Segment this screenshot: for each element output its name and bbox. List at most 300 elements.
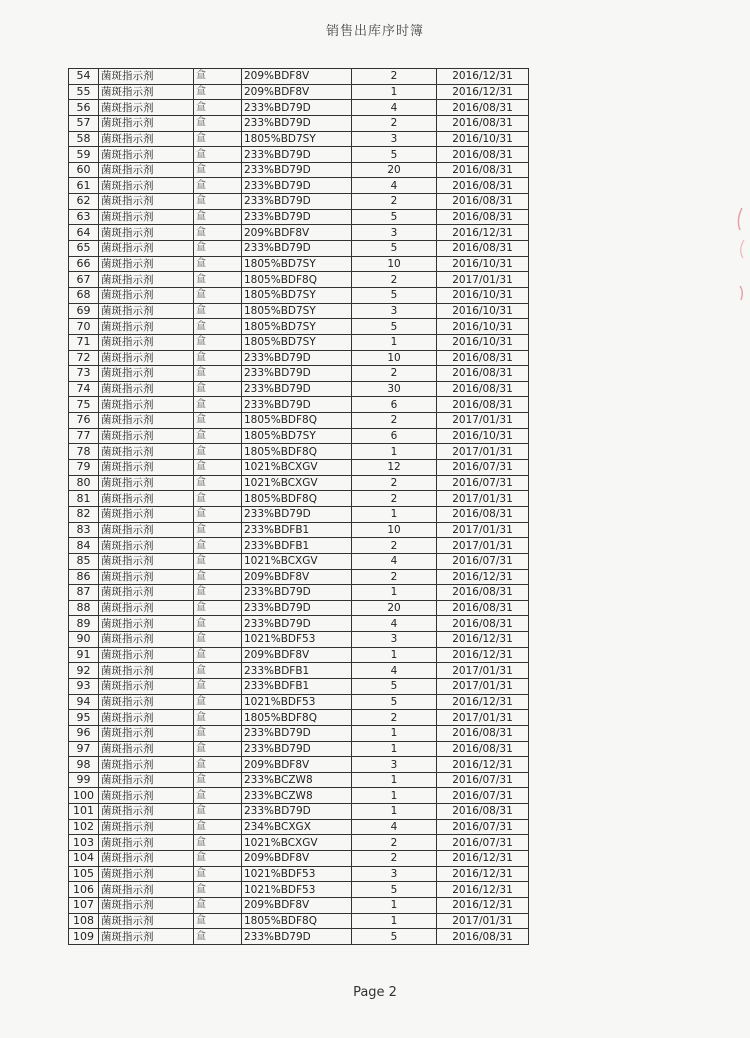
product-name-cell: 菌斑指示剂 bbox=[99, 366, 194, 382]
quantity-cell: 3 bbox=[352, 303, 437, 319]
expiry-date-cell: 2016/12/31 bbox=[437, 569, 529, 585]
product-name-cell: 菌斑指示剂 bbox=[99, 460, 194, 476]
row-number-cell: 68 bbox=[69, 287, 99, 303]
row-number-cell: 103 bbox=[69, 835, 99, 851]
batch-number-cell: 1805%BD7SY bbox=[242, 287, 352, 303]
table-row bbox=[69, 725, 529, 741]
quantity-cell: 3 bbox=[352, 131, 437, 147]
unit-cell: 盒 bbox=[194, 272, 242, 288]
product-name-cell: 菌斑指示剂 bbox=[99, 741, 194, 757]
batch-number-cell: 1805%BDF8Q bbox=[242, 272, 352, 288]
row-number-cell: 67 bbox=[69, 272, 99, 288]
product-name-cell: 菌斑指示剂 bbox=[99, 522, 194, 538]
product-name-cell: 菌斑指示剂 bbox=[99, 131, 194, 147]
quantity-cell: 3 bbox=[352, 866, 437, 882]
table-row bbox=[69, 585, 529, 601]
quantity-cell: 1 bbox=[352, 772, 437, 788]
expiry-date-cell: 2016/12/31 bbox=[437, 694, 529, 710]
product-name-cell: 菌斑指示剂 bbox=[99, 319, 194, 335]
table-row bbox=[69, 115, 529, 131]
expiry-date-cell: 2017/01/31 bbox=[437, 663, 529, 679]
expiry-date-cell: 2017/01/31 bbox=[437, 522, 529, 538]
unit-cell: 盒 bbox=[194, 256, 242, 272]
batch-number-cell: 1805%BDF8Q bbox=[242, 444, 352, 460]
product-name-cell: 菌斑指示剂 bbox=[99, 491, 194, 507]
unit-cell: 盒 bbox=[194, 725, 242, 741]
expiry-date-cell: 2016/08/31 bbox=[437, 804, 529, 820]
row-number-cell: 59 bbox=[69, 147, 99, 163]
row-number-cell: 57 bbox=[69, 115, 99, 131]
batch-number-cell: 233%BD79D bbox=[242, 162, 352, 178]
batch-number-cell: 233%BDFB1 bbox=[242, 663, 352, 679]
quantity-cell: 20 bbox=[352, 162, 437, 178]
batch-number-cell: 233%BD79D bbox=[242, 616, 352, 632]
product-name-cell: 菌斑指示剂 bbox=[99, 256, 194, 272]
unit-cell: 盒 bbox=[194, 506, 242, 522]
table-row bbox=[69, 804, 529, 820]
stamp-edge-mark bbox=[728, 200, 748, 310]
table-row bbox=[69, 256, 529, 272]
batch-number-cell: 209%BDF8V bbox=[242, 647, 352, 663]
unit-cell: 盒 bbox=[194, 772, 242, 788]
row-number-cell: 84 bbox=[69, 538, 99, 554]
expiry-date-cell: 2016/08/31 bbox=[437, 585, 529, 601]
batch-number-cell: 233%BD79D bbox=[242, 381, 352, 397]
expiry-date-cell: 2016/08/31 bbox=[437, 147, 529, 163]
quantity-cell: 1 bbox=[352, 334, 437, 350]
expiry-date-cell: 2016/10/31 bbox=[437, 428, 529, 444]
unit-cell: 盒 bbox=[194, 819, 242, 835]
quantity-cell: 4 bbox=[352, 616, 437, 632]
unit-cell: 盒 bbox=[194, 209, 242, 225]
unit-cell: 盒 bbox=[194, 115, 242, 131]
batch-number-cell: 1805%BDF8Q bbox=[242, 710, 352, 726]
unit-cell: 盒 bbox=[194, 929, 242, 945]
batch-number-cell: 1805%BD7SY bbox=[242, 256, 352, 272]
product-name-cell: 菌斑指示剂 bbox=[99, 663, 194, 679]
table-row bbox=[69, 694, 529, 710]
expiry-date-cell: 2016/08/31 bbox=[437, 350, 529, 366]
quantity-cell: 2 bbox=[352, 710, 437, 726]
expiry-date-cell: 2016/07/31 bbox=[437, 819, 529, 835]
unit-cell: 盒 bbox=[194, 194, 242, 210]
quantity-cell: 2 bbox=[352, 272, 437, 288]
product-name-cell: 菌斑指示剂 bbox=[99, 84, 194, 100]
row-number-cell: 80 bbox=[69, 475, 99, 491]
expiry-date-cell: 2016/12/31 bbox=[437, 84, 529, 100]
expiry-date-cell: 2016/12/31 bbox=[437, 225, 529, 241]
product-name-cell: 菌斑指示剂 bbox=[99, 757, 194, 773]
quantity-cell: 5 bbox=[352, 241, 437, 257]
quantity-cell: 2 bbox=[352, 413, 437, 429]
quantity-cell: 10 bbox=[352, 522, 437, 538]
row-number-cell: 69 bbox=[69, 303, 99, 319]
quantity-cell: 4 bbox=[352, 819, 437, 835]
row-number-cell: 102 bbox=[69, 819, 99, 835]
sales-outbound-table bbox=[68, 68, 529, 945]
row-number-cell: 54 bbox=[69, 69, 99, 85]
product-name-cell: 菌斑指示剂 bbox=[99, 413, 194, 429]
unit-cell: 盒 bbox=[194, 350, 242, 366]
expiry-date-cell: 2016/07/31 bbox=[437, 460, 529, 476]
batch-number-cell: 233%BD79D bbox=[242, 178, 352, 194]
product-name-cell: 菌斑指示剂 bbox=[99, 710, 194, 726]
expiry-date-cell: 2016/08/31 bbox=[437, 397, 529, 413]
quantity-cell: 2 bbox=[352, 569, 437, 585]
product-name-cell: 菌斑指示剂 bbox=[99, 866, 194, 882]
batch-number-cell: 233%BDFB1 bbox=[242, 522, 352, 538]
expiry-date-cell: 2017/01/31 bbox=[437, 491, 529, 507]
batch-number-cell: 233%BD79D bbox=[242, 100, 352, 116]
quantity-cell: 5 bbox=[352, 929, 437, 945]
unit-cell: 盒 bbox=[194, 131, 242, 147]
table-row bbox=[69, 460, 529, 476]
batch-number-cell: 1021%BCXGV bbox=[242, 460, 352, 476]
batch-number-cell: 209%BDF8V bbox=[242, 69, 352, 85]
quantity-cell: 6 bbox=[352, 428, 437, 444]
product-name-cell: 菌斑指示剂 bbox=[99, 569, 194, 585]
row-number-cell: 94 bbox=[69, 694, 99, 710]
unit-cell: 盒 bbox=[194, 647, 242, 663]
unit-cell: 盒 bbox=[194, 287, 242, 303]
quantity-cell: 1 bbox=[352, 725, 437, 741]
product-name-cell: 菌斑指示剂 bbox=[99, 600, 194, 616]
batch-number-cell: 1021%BDF53 bbox=[242, 882, 352, 898]
table-row bbox=[69, 397, 529, 413]
batch-number-cell: 233%BD79D bbox=[242, 209, 352, 225]
table-row bbox=[69, 819, 529, 835]
row-number-cell: 77 bbox=[69, 428, 99, 444]
unit-cell: 盒 bbox=[194, 225, 242, 241]
product-name-cell: 菌斑指示剂 bbox=[99, 506, 194, 522]
batch-number-cell: 233%BD79D bbox=[242, 115, 352, 131]
unit-cell: 盒 bbox=[194, 381, 242, 397]
row-number-cell: 64 bbox=[69, 225, 99, 241]
row-number-cell: 55 bbox=[69, 84, 99, 100]
expiry-date-cell: 2016/10/31 bbox=[437, 287, 529, 303]
unit-cell: 盒 bbox=[194, 757, 242, 773]
table-row bbox=[69, 272, 529, 288]
expiry-date-cell: 2016/12/31 bbox=[437, 851, 529, 867]
quantity-cell: 1 bbox=[352, 585, 437, 601]
table-row bbox=[69, 69, 529, 85]
product-name-cell: 菌斑指示剂 bbox=[99, 819, 194, 835]
table-row bbox=[69, 194, 529, 210]
row-number-cell: 78 bbox=[69, 444, 99, 460]
quantity-cell: 1 bbox=[352, 84, 437, 100]
batch-number-cell: 1805%BDF8Q bbox=[242, 913, 352, 929]
row-number-cell: 76 bbox=[69, 413, 99, 429]
row-number-cell: 92 bbox=[69, 663, 99, 679]
unit-cell: 盒 bbox=[194, 866, 242, 882]
table-row bbox=[69, 929, 529, 945]
row-number-cell: 96 bbox=[69, 725, 99, 741]
row-number-cell: 62 bbox=[69, 194, 99, 210]
unit-cell: 盒 bbox=[194, 100, 242, 116]
batch-number-cell: 1021%BDF53 bbox=[242, 866, 352, 882]
product-name-cell: 菌斑指示剂 bbox=[99, 69, 194, 85]
batch-number-cell: 233%BD79D bbox=[242, 585, 352, 601]
batch-number-cell: 234%BCXGX bbox=[242, 819, 352, 835]
product-name-cell: 菌斑指示剂 bbox=[99, 851, 194, 867]
expiry-date-cell: 2016/08/31 bbox=[437, 929, 529, 945]
batch-number-cell: 233%BD79D bbox=[242, 600, 352, 616]
table-row bbox=[69, 647, 529, 663]
table-row bbox=[69, 522, 529, 538]
expiry-date-cell: 2016/12/31 bbox=[437, 866, 529, 882]
row-number-cell: 74 bbox=[69, 381, 99, 397]
expiry-date-cell: 2016/12/31 bbox=[437, 882, 529, 898]
table-row bbox=[69, 162, 529, 178]
batch-number-cell: 233%BD79D bbox=[242, 506, 352, 522]
table-row bbox=[69, 241, 529, 257]
batch-number-cell: 1021%BCXGV bbox=[242, 553, 352, 569]
row-number-cell: 97 bbox=[69, 741, 99, 757]
product-name-cell: 菌斑指示剂 bbox=[99, 538, 194, 554]
table-row bbox=[69, 287, 529, 303]
table-row bbox=[69, 178, 529, 194]
product-name-cell: 菌斑指示剂 bbox=[99, 694, 194, 710]
quantity-cell: 30 bbox=[352, 381, 437, 397]
product-name-cell: 菌斑指示剂 bbox=[99, 882, 194, 898]
table-row bbox=[69, 882, 529, 898]
row-number-cell: 72 bbox=[69, 350, 99, 366]
expiry-date-cell: 2016/08/31 bbox=[437, 616, 529, 632]
table-row bbox=[69, 147, 529, 163]
table-row bbox=[69, 538, 529, 554]
row-number-cell: 100 bbox=[69, 788, 99, 804]
expiry-date-cell: 2016/12/31 bbox=[437, 897, 529, 913]
table-row bbox=[69, 100, 529, 116]
quantity-cell: 2 bbox=[352, 194, 437, 210]
row-number-cell: 73 bbox=[69, 366, 99, 382]
quantity-cell: 1 bbox=[352, 647, 437, 663]
unit-cell: 盒 bbox=[194, 413, 242, 429]
row-number-cell: 86 bbox=[69, 569, 99, 585]
expiry-date-cell: 2017/01/31 bbox=[437, 710, 529, 726]
table-row bbox=[69, 678, 529, 694]
quantity-cell: 2 bbox=[352, 475, 437, 491]
table-row bbox=[69, 866, 529, 882]
table-row bbox=[69, 366, 529, 382]
batch-number-cell: 1021%BCXGV bbox=[242, 475, 352, 491]
unit-cell: 盒 bbox=[194, 710, 242, 726]
table-row bbox=[69, 350, 529, 366]
expiry-date-cell: 2016/10/31 bbox=[437, 319, 529, 335]
batch-number-cell: 1805%BD7SY bbox=[242, 303, 352, 319]
quantity-cell: 1 bbox=[352, 506, 437, 522]
row-number-cell: 60 bbox=[69, 162, 99, 178]
table-row bbox=[69, 741, 529, 757]
product-name-cell: 菌斑指示剂 bbox=[99, 897, 194, 913]
table-row bbox=[69, 413, 529, 429]
quantity-cell: 5 bbox=[352, 147, 437, 163]
quantity-cell: 5 bbox=[352, 694, 437, 710]
batch-number-cell: 233%BCZW8 bbox=[242, 788, 352, 804]
table-row bbox=[69, 84, 529, 100]
unit-cell: 盒 bbox=[194, 913, 242, 929]
row-number-cell: 98 bbox=[69, 757, 99, 773]
batch-number-cell: 209%BDF8V bbox=[242, 897, 352, 913]
row-number-cell: 91 bbox=[69, 647, 99, 663]
table-row bbox=[69, 491, 529, 507]
quantity-cell: 1 bbox=[352, 741, 437, 757]
unit-cell: 盒 bbox=[194, 522, 242, 538]
table-row bbox=[69, 757, 529, 773]
product-name-cell: 菌斑指示剂 bbox=[99, 287, 194, 303]
quantity-cell: 12 bbox=[352, 460, 437, 476]
unit-cell: 盒 bbox=[194, 741, 242, 757]
unit-cell: 盒 bbox=[194, 538, 242, 554]
expiry-date-cell: 2016/08/31 bbox=[437, 178, 529, 194]
batch-number-cell: 209%BDF8V bbox=[242, 851, 352, 867]
quantity-cell: 3 bbox=[352, 632, 437, 648]
batch-number-cell: 233%BDFB1 bbox=[242, 538, 352, 554]
batch-number-cell: 1021%BCXGV bbox=[242, 835, 352, 851]
quantity-cell: 2 bbox=[352, 366, 437, 382]
unit-cell: 盒 bbox=[194, 460, 242, 476]
row-number-cell: 83 bbox=[69, 522, 99, 538]
quantity-cell: 4 bbox=[352, 178, 437, 194]
expiry-date-cell: 2016/07/31 bbox=[437, 553, 529, 569]
batch-number-cell: 233%BD79D bbox=[242, 366, 352, 382]
table-row bbox=[69, 772, 529, 788]
page-title: 销售出库序时簿 bbox=[325, 24, 424, 39]
quantity-cell: 1 bbox=[352, 788, 437, 804]
batch-number-cell: 1805%BD7SY bbox=[242, 334, 352, 350]
product-name-cell: 菌斑指示剂 bbox=[99, 428, 194, 444]
table-row bbox=[69, 710, 529, 726]
row-number-cell: 65 bbox=[69, 241, 99, 257]
unit-cell: 盒 bbox=[194, 694, 242, 710]
product-name-cell: 菌斑指示剂 bbox=[99, 272, 194, 288]
product-name-cell: 菌斑指示剂 bbox=[99, 616, 194, 632]
batch-number-cell: 233%BD79D bbox=[242, 350, 352, 366]
batch-number-cell: 1805%BDF8Q bbox=[242, 413, 352, 429]
row-number-cell: 75 bbox=[69, 397, 99, 413]
expiry-date-cell: 2016/08/31 bbox=[437, 600, 529, 616]
product-name-cell: 菌斑指示剂 bbox=[99, 162, 194, 178]
quantity-cell: 6 bbox=[352, 397, 437, 413]
expiry-date-cell: 2016/07/31 bbox=[437, 788, 529, 804]
batch-number-cell: 233%BD79D bbox=[242, 725, 352, 741]
product-name-cell: 菌斑指示剂 bbox=[99, 194, 194, 210]
expiry-date-cell: 2016/08/31 bbox=[437, 100, 529, 116]
unit-cell: 盒 bbox=[194, 491, 242, 507]
table-row bbox=[69, 835, 529, 851]
row-number-cell: 89 bbox=[69, 616, 99, 632]
quantity-cell: 2 bbox=[352, 491, 437, 507]
expiry-date-cell: 2016/10/31 bbox=[437, 303, 529, 319]
expiry-date-cell: 2016/08/31 bbox=[437, 209, 529, 225]
product-name-cell: 菌斑指示剂 bbox=[99, 632, 194, 648]
expiry-date-cell: 2017/01/31 bbox=[437, 538, 529, 554]
expiry-date-cell: 2016/08/31 bbox=[437, 194, 529, 210]
row-number-cell: 109 bbox=[69, 929, 99, 945]
row-number-cell: 90 bbox=[69, 632, 99, 648]
batch-number-cell: 233%BD79D bbox=[242, 804, 352, 820]
row-number-cell: 63 bbox=[69, 209, 99, 225]
product-name-cell: 菌斑指示剂 bbox=[99, 303, 194, 319]
quantity-cell: 5 bbox=[352, 319, 437, 335]
product-name-cell: 菌斑指示剂 bbox=[99, 772, 194, 788]
product-name-cell: 菌斑指示剂 bbox=[99, 553, 194, 569]
quantity-cell: 2 bbox=[352, 538, 437, 554]
quantity-cell: 10 bbox=[352, 256, 437, 272]
table-row bbox=[69, 303, 529, 319]
table-row bbox=[69, 663, 529, 679]
row-number-cell: 82 bbox=[69, 506, 99, 522]
row-number-cell: 99 bbox=[69, 772, 99, 788]
expiry-date-cell: 2016/07/31 bbox=[437, 835, 529, 851]
expiry-date-cell: 2016/12/31 bbox=[437, 647, 529, 663]
table-body bbox=[69, 69, 529, 945]
batch-number-cell: 233%BD79D bbox=[242, 241, 352, 257]
unit-cell: 盒 bbox=[194, 319, 242, 335]
quantity-cell: 1 bbox=[352, 897, 437, 913]
expiry-date-cell: 2017/01/31 bbox=[437, 444, 529, 460]
unit-cell: 盒 bbox=[194, 663, 242, 679]
product-name-cell: 菌斑指示剂 bbox=[99, 241, 194, 257]
table-row bbox=[69, 506, 529, 522]
table-row bbox=[69, 131, 529, 147]
row-number-cell: 66 bbox=[69, 256, 99, 272]
unit-cell: 盒 bbox=[194, 882, 242, 898]
batch-number-cell: 209%BDF8V bbox=[242, 84, 352, 100]
table-row bbox=[69, 225, 529, 241]
row-number-cell: 88 bbox=[69, 600, 99, 616]
row-number-cell: 105 bbox=[69, 866, 99, 882]
batch-number-cell: 1805%BDF8Q bbox=[242, 491, 352, 507]
unit-cell: 盒 bbox=[194, 585, 242, 601]
quantity-cell: 2 bbox=[352, 69, 437, 85]
row-number-cell: 107 bbox=[69, 897, 99, 913]
quantity-cell: 10 bbox=[352, 350, 437, 366]
batch-number-cell: 233%BD79D bbox=[242, 194, 352, 210]
unit-cell: 盒 bbox=[194, 678, 242, 694]
row-number-cell: 106 bbox=[69, 882, 99, 898]
table-row bbox=[69, 600, 529, 616]
unit-cell: 盒 bbox=[194, 147, 242, 163]
quantity-cell: 1 bbox=[352, 913, 437, 929]
batch-number-cell: 209%BDF8V bbox=[242, 757, 352, 773]
expiry-date-cell: 2016/10/31 bbox=[437, 334, 529, 350]
row-number-cell: 71 bbox=[69, 334, 99, 350]
unit-cell: 盒 bbox=[194, 788, 242, 804]
table-row bbox=[69, 334, 529, 350]
expiry-date-cell: 2017/01/31 bbox=[437, 913, 529, 929]
table-row bbox=[69, 788, 529, 804]
product-name-cell: 菌斑指示剂 bbox=[99, 209, 194, 225]
product-name-cell: 菌斑指示剂 bbox=[99, 381, 194, 397]
expiry-date-cell: 2017/01/31 bbox=[437, 678, 529, 694]
table-row bbox=[69, 209, 529, 225]
row-number-cell: 95 bbox=[69, 710, 99, 726]
quantity-cell: 2 bbox=[352, 115, 437, 131]
expiry-date-cell: 2016/08/31 bbox=[437, 506, 529, 522]
quantity-cell: 20 bbox=[352, 600, 437, 616]
unit-cell: 盒 bbox=[194, 897, 242, 913]
unit-cell: 盒 bbox=[194, 178, 242, 194]
unit-cell: 盒 bbox=[194, 444, 242, 460]
expiry-date-cell: 2016/08/31 bbox=[437, 381, 529, 397]
product-name-cell: 菌斑指示剂 bbox=[99, 835, 194, 851]
product-name-cell: 菌斑指示剂 bbox=[99, 725, 194, 741]
batch-number-cell: 1805%BD7SY bbox=[242, 319, 352, 335]
unit-cell: 盒 bbox=[194, 69, 242, 85]
table-row bbox=[69, 381, 529, 397]
product-name-cell: 菌斑指示剂 bbox=[99, 444, 194, 460]
